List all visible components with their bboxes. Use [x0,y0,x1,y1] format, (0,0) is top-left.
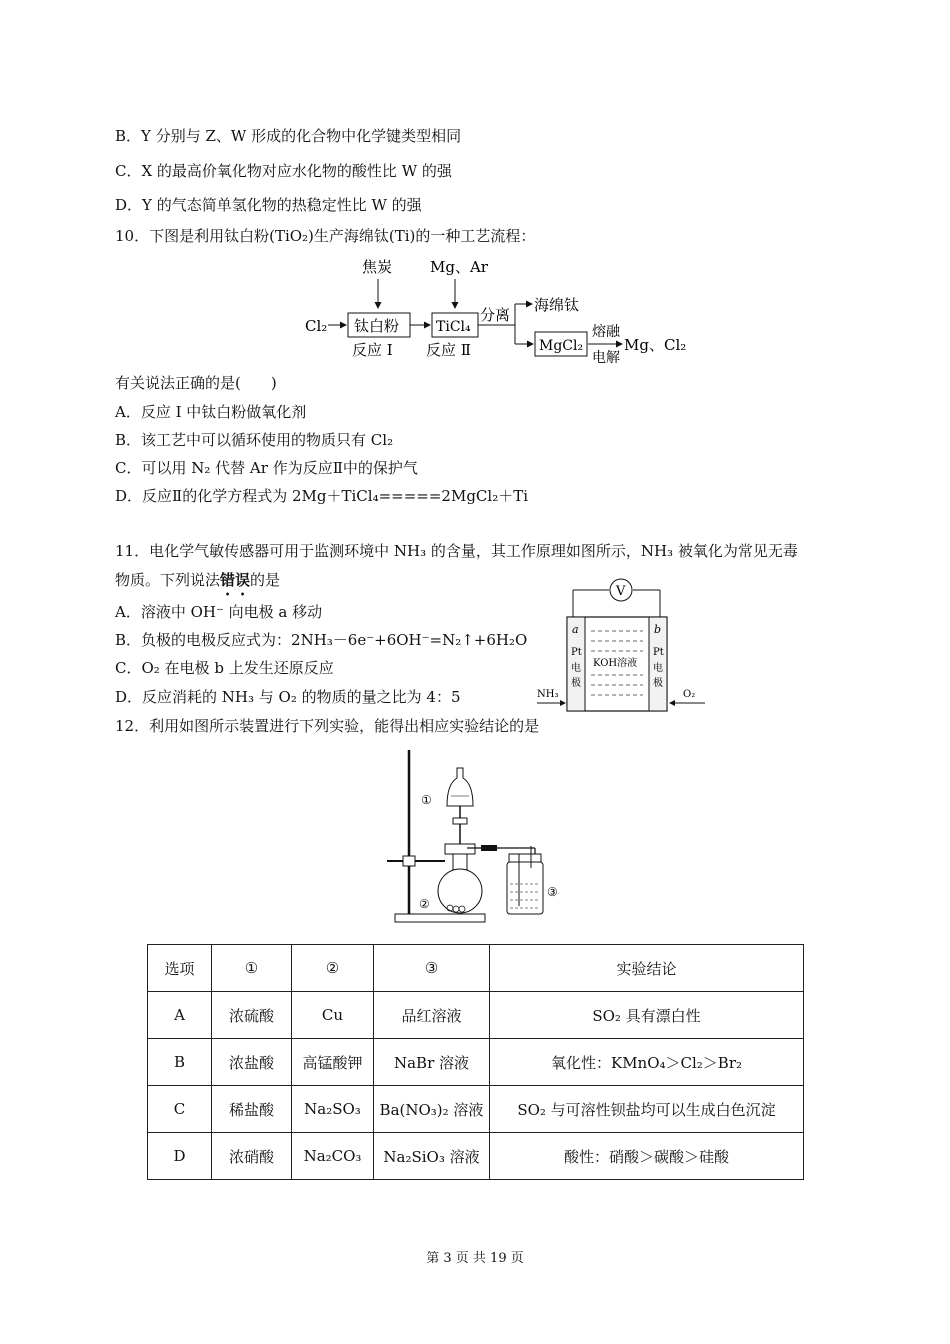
q10-option-c: C．可以用 N₂ 代替 Ar 作为反应Ⅱ中的保护气 [115,459,418,477]
table-row [148,1039,804,1086]
electrode-b-label: b [654,623,662,636]
flow-product: 海绵钛 [534,296,580,314]
table-cell: Na₂SiO₃ 溶液 [374,1133,490,1180]
q9-option-b: B．Y 分别与 Z、W 形成的化合物中化学键类型相同 [115,127,462,145]
q11-sensor-diagram [535,575,710,715]
q11-stem-2a: 物质。下列说法 [115,571,221,589]
table-cell: D [148,1133,212,1180]
table-cell: 品红溶液 [374,992,490,1039]
header-cell: ① [212,945,292,992]
funnel-stopcock [453,818,467,824]
table-cell: Cu [292,992,374,1039]
table-cell: SO₂ 具有漂白性 [490,992,804,1039]
page-footer: 第 3 页 共 19 页 [426,1251,524,1266]
q11-stem-emphasis: 错误 [220,571,251,589]
stand-base [395,914,485,922]
flow-separate: 分离 [480,306,511,324]
flow-reaction1: 反应 Ⅰ [352,341,393,359]
q11-stem-line2 [115,570,280,599]
flow-reaction2: 反应 Ⅱ [426,341,471,359]
table-cell: A [148,992,212,1039]
flow-coke: 焦炭 [362,258,393,276]
q9-option-d: D．Y 的气态简单氢化物的热稳定性比 W 的强 [115,196,422,214]
gas-washing-bottle [507,862,543,914]
separatory-funnel [447,768,473,806]
flow-melt: 熔融 [592,324,620,340]
table-row [148,1133,804,1180]
electrode-a-text: Pt 电极 [571,647,582,689]
flow-final: Mg、Cl₂ [624,336,687,354]
electrode-a-label: a [572,623,579,636]
label-2: ② [419,897,430,911]
q11-option-b: B．负极的电极反应式为：2NH₃－6e⁻+6OH⁻=N₂↑+6H₂O [115,631,528,649]
q11-option-a: A．溶液中 OH⁻ 向电极 a 移动 [115,603,323,621]
table-cell: 氧化性：KMnO₄＞Cl₂＞Br₂ [490,1039,804,1086]
header-cell: ③ [374,945,490,992]
flow-electrolysis: 电解 [592,350,620,366]
q11-stem-2c: 的是 [250,571,281,589]
q12-apparatus-diagram [385,746,565,926]
q10-option-d: D．反应Ⅱ的化学方程式为 2Mg＋TiCl₄=====2MgCl₂＋Ti [115,487,529,505]
nh3-label: NH₃ [537,689,559,700]
q12-stem: 12．利用如图所示装置进行下列实验，能得出相应实验结论的是 [115,717,540,735]
q10-flow-diagram [300,252,690,368]
voltmeter-label: V [616,584,626,599]
q10-option-b: B．该工艺中可以循环使用的物质只有 Cl₂ [115,431,394,449]
koh-solution-label: KOH溶液 [593,658,638,669]
q10-stem: 10．下图是利用钛白粉(TiO₂)生产海绵钛(Ti)的一种工艺流程： [115,227,536,245]
table-cell: 浓硝酸 [212,1133,292,1180]
table-cell: SO₂ 与可溶性钡盐均可以生成白色沉淀 [490,1086,804,1133]
flow-box2-label: TiCl₄ [436,319,471,335]
table-cell: B [148,1039,212,1086]
header-cell: 实验结论 [490,945,804,992]
table-row [148,1086,804,1133]
q11-stem-line1: 11．电化学气敏传感器可用于监测环境中 NH₃ 的含量，其工作原理如图所示，NH₃ 被氧化为常见无毒 [115,542,798,560]
header-cell: 选项 [148,945,212,992]
table-cell: 稀盐酸 [212,1086,292,1133]
clamp-joint [403,856,415,866]
q9-option-c: C．X 的最高价氧化物对应水化物的酸性比 W 的强 [115,162,452,180]
flask-stopper [445,844,475,854]
q10-option-a: A．反应 Ⅰ 中钛白粉做氧化剂 [115,403,307,421]
table-header-row [148,945,804,992]
table-cell: 浓硫酸 [212,992,292,1039]
table-cell: Na₂CO₃ [292,1133,374,1180]
label-1: ① [421,793,432,807]
flow-box1-label: 钛白粉 [354,317,400,335]
q11-option-d: D．反应消耗的 NH₃ 与 O₂ 的物质的量之比为 4：5 [115,688,461,706]
flow-cl2: Cl₂ [305,317,328,335]
table-cell: 浓盐酸 [212,1039,292,1086]
o2-label: O₂ [683,689,696,700]
table-cell: NaBr 溶液 [374,1039,490,1086]
flow-box3-label: MgCl₂ [539,338,584,354]
flow-mg-ar: Mg、Ar [430,258,488,276]
table-cell: Na₂SO₃ [292,1086,374,1133]
q12-answer-table [147,944,804,1180]
rubber-connector [481,845,497,851]
header-cell: ② [292,945,374,992]
q11-option-c: C．O₂ 在电极 b 上发生还原反应 [115,659,334,677]
q10-question: 有关说法正确的是( ) [115,374,277,392]
bottle-stopper [509,854,541,862]
electrode-b-text: Pt 电极 [653,647,664,689]
table-row [148,992,804,1039]
label-3: ③ [547,885,558,899]
table-cell: 酸性：硝酸＞碳酸＞硅酸 [490,1133,804,1180]
table-cell: Ba(NO₃)₂ 溶液 [374,1086,490,1133]
table-cell: C [148,1086,212,1133]
table-cell: 高锰酸钾 [292,1039,374,1086]
